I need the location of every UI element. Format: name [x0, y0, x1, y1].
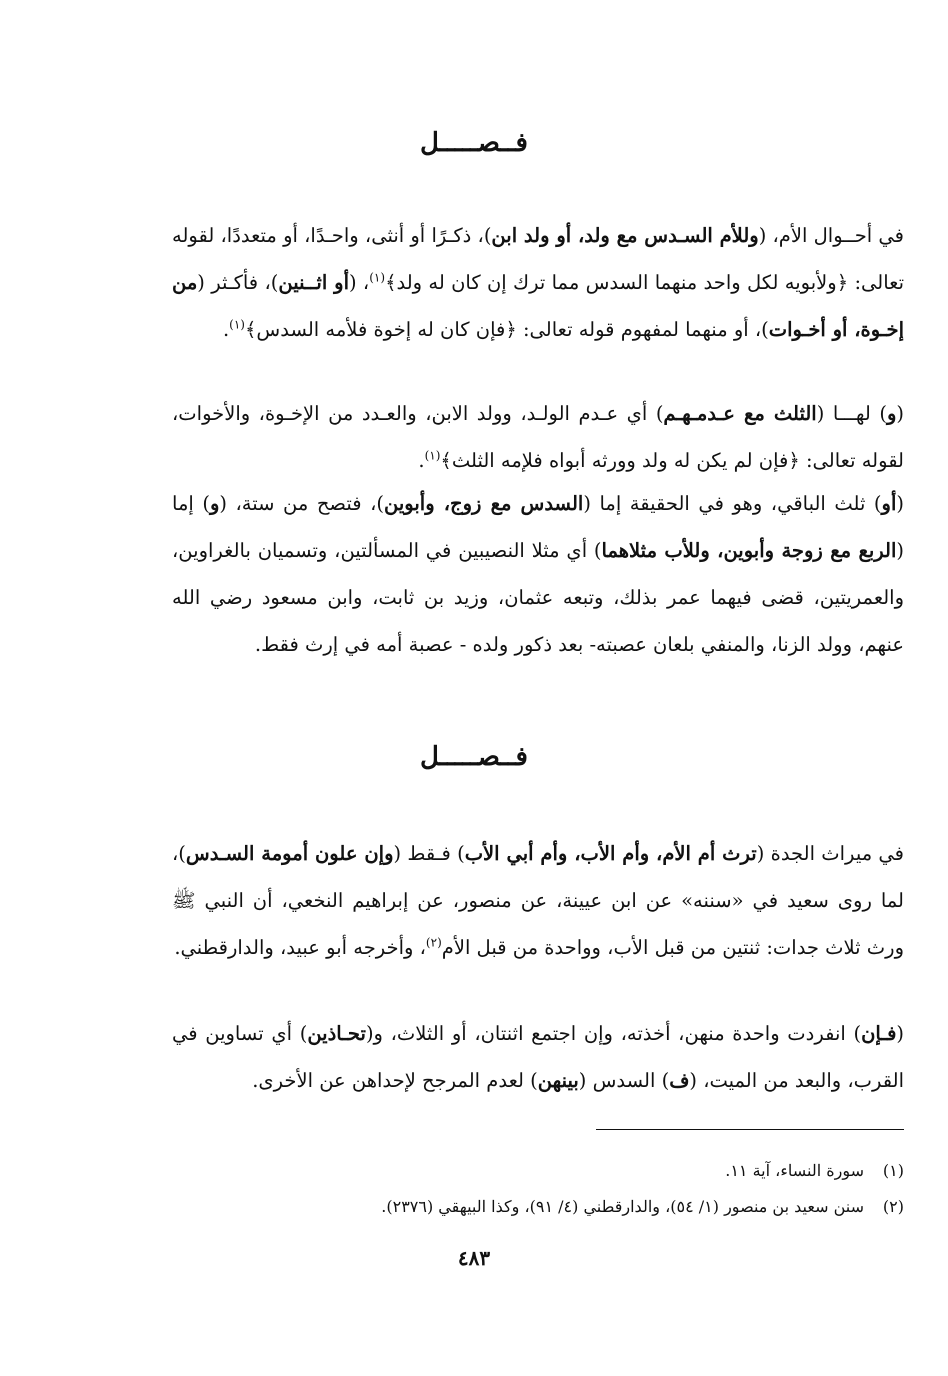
footnote-2: [172, 1194, 904, 1220]
text-run: )، لما روى سعيد في «سننه» عن ابن عيينة، عن منصور، عن إبراهيم النخعي، أن النبي ﷺ ورث ثلاث جدات: ثنتين من قبل الأب، وواحدة من قبل الأم: [172, 842, 904, 959]
footnote-separator: [596, 1129, 904, 1130]
bold-text-run: من إخـوة، أو أخـوات: [172, 271, 904, 341]
section1-paragraph-1: [172, 212, 904, 353]
text-run: )، ذكـرًا أو أنثى، واحـدًا، أو متعددًا، لقوله تعالى: ﴿ولأبويه لكل واحد منهما السدس مما ترك إن كان له ولد﴾: [172, 224, 905, 294]
footnote-number: (١): [882, 1161, 904, 1180]
section1-paragraph-3: [172, 480, 904, 668]
text-run: .: [222, 318, 230, 341]
text-run: ) انفردت واحدة منهن، أخذته، وإن اجتمع اثنتان، أو الثلاث، و(: [365, 1022, 862, 1045]
bold-text-run: بينهن: [537, 1069, 579, 1092]
bold-text-run: أو اثــنين: [278, 271, 349, 294]
section-heading-1: [0, 128, 948, 160]
text-run: ) لهـــا (: [816, 402, 887, 425]
text-run: ) أي مثلا النصيبين في المسألتين، وتسميان بالغراوين، والعمريتين، قضى فيهما عمر بذلك، وتبعه عثمان، وزيد بن ثابت، وابن مسعود رضي الله عنهم، وولد الزنا، والمنفي بلعان عصبته- بعد ذكور ولده - عصبة أمه في إرث فقط.: [172, 539, 904, 656]
bold-text-run: أو: [881, 492, 897, 515]
bold-text-run: الثلث مع عـدمـهـم: [663, 402, 817, 425]
text-run: ) لعدم المرجح لإحداهن عن الأخرى.: [252, 1069, 538, 1092]
section-heading-2: [0, 742, 948, 774]
text-run: )، أو منهما لمفهوم قوله تعالى: ﴿فإن كان له إخوة فلأمه السدس﴾: [244, 318, 769, 341]
text-run: (: [896, 402, 904, 425]
text-run: )، فأكـثر (: [197, 271, 279, 294]
text-run: )، فتصح من ستة، (: [219, 492, 384, 515]
footnote-1: [172, 1158, 904, 1184]
footnote-ref: (١): [229, 317, 245, 332]
bold-text-run: و: [209, 492, 220, 515]
footnote-ref: (١): [424, 448, 441, 463]
bold-text-run: السدس مع زوج، وأبوين: [384, 492, 584, 515]
bold-text-run: وإن علون أمومة السـدس: [185, 842, 394, 865]
text-run: .: [418, 449, 425, 472]
text-run: ) إما (: [172, 492, 904, 562]
footnote-number: (٢): [882, 1197, 904, 1216]
section1-paragraph-2: [172, 390, 904, 484]
section2-paragraph-1: [172, 830, 904, 971]
footnote-text: سنن سعيد بن منصور (١/ ٥٤)، والدارقطني (٤/ ٩١)، وكذا البيهقي (٢٣٧٦).: [381, 1197, 864, 1216]
text-run: في ميراث الجدة (: [756, 842, 904, 865]
text-run: ) أي تساوين في القرب، والبعد من الميت، (: [172, 1022, 904, 1092]
section2-paragraph-2: [172, 1010, 904, 1104]
bold-text-run: ف: [669, 1069, 690, 1092]
bold-text-run: وللأم السـدس مع ولد، أو ولد ابن: [491, 224, 759, 247]
text-run: ) ثلث الباقي، وهو في الحقيقة إما (: [583, 492, 882, 515]
section-heading-text: فــصـــــل: [420, 742, 528, 772]
bold-text-run: الربع مع زوجة وأبوين، وللأب مثلاهما: [601, 539, 897, 562]
text-run: في أحــوال الأم، (: [758, 224, 904, 247]
bold-text-run: تحـاذين: [307, 1022, 366, 1045]
section-heading-text: فــصـــــل: [420, 128, 528, 158]
footnote-text: سورة النساء، آية ١١.: [725, 1161, 864, 1180]
bold-text-run: فـإن: [861, 1022, 897, 1045]
text-run: ، وأخرجه أبو عبيد، والدارقطني.: [174, 936, 426, 959]
bold-text-run: ترث أم الأم، وأم الأب، وأم أبي الأب: [464, 842, 757, 865]
footnote-ref: (١): [369, 270, 386, 285]
text-run: ) السدس (: [578, 1069, 670, 1092]
bold-text-run: و: [886, 402, 897, 425]
footnote-ref: (٢): [425, 935, 442, 950]
text-run: (: [896, 492, 904, 515]
text-run: ) أي عـدم الولـد، وولد الابن، والعـدد من الإخـوة، والأخوات، لقوله تعالى: ﴿فإن لم يكن له ولد وورثه أبواه فلإمه الثلث﴾: [172, 402, 904, 472]
page-number: ٤٨٣: [457, 1246, 491, 1270]
text-run: ، (: [349, 271, 370, 294]
text-run: (: [896, 1022, 904, 1045]
text-run: ) فـقط (: [393, 842, 465, 865]
